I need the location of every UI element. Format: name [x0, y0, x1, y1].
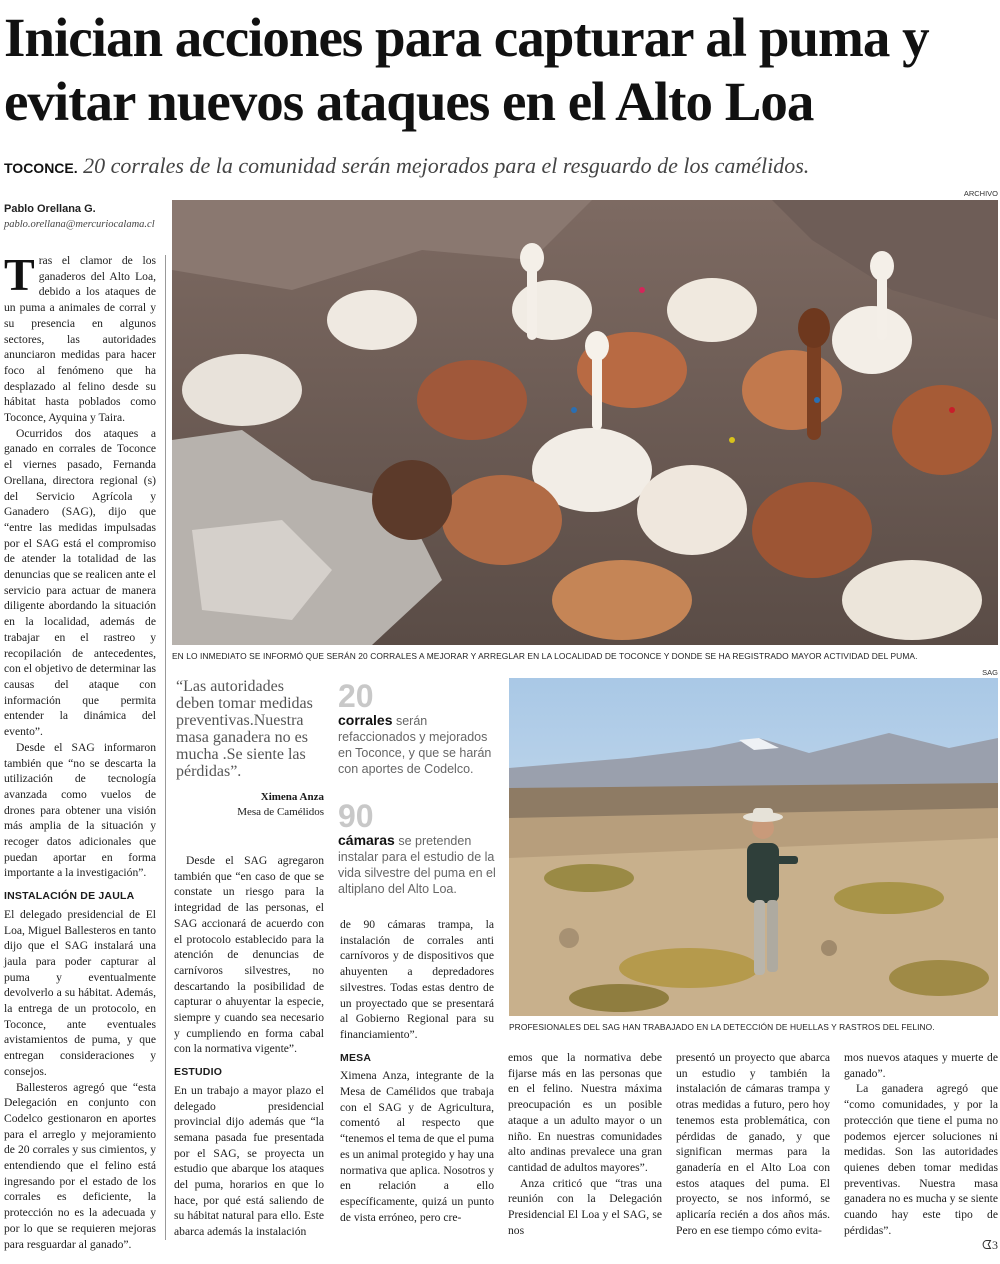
column-4: [508, 1050, 662, 1238]
col6-paragraph-2: La ganadera agregó que “como comunidades, y por la protección que tiene el puma no podemos ejercer soluciones ni medidas. Son las autoridades quienes deben tomar medidas preventivas. Nuestra masa ganadera no es mucha y se siente cuando hay este tipo de pérdidas”.: [844, 1082, 998, 1237]
col4-paragraph-2: Anza criticó que “tras una reunión con la Delegación Presidencial El Loa y el SAG, se nos: [508, 1176, 662, 1237]
column-1: [4, 249, 156, 1252]
col2-paragraph-2: En un trabajo a mayor plazo el delegado presidencial provincial dijo además que “la semana pasada fue presentada por el SAG, se proyecta un estudio que abarque los ataques del puma, horarios en que lo hace, por qué está saliendo de su hábitat natural para ello. Este abarca además la instalación: [174, 1083, 324, 1239]
photo2-credit: SAG: [982, 668, 998, 677]
fact-number: 90: [338, 798, 374, 834]
col1-paragraph-3: Desde el SAG informaron también que “no se descarta la utilización de tecnología avanzada como vuelos de drones para obtener una visión más amplia de la situación y recoger datos adicionales que puedan aportar en forma importante a la investigación”.: [4, 740, 156, 880]
col1-paragraph-4: El delegado presidencial de El Loa, Miguel Ballesteros en tanto dijo que el SAG instalará una jaula para poder capturar al puma y eventualmente devolverlo a su hábitat. Además, la entrega de un protocolo, en Toconce, ante eventuales avistamientos de puma, y que entregan consideraciones y consejos.: [4, 907, 156, 1078]
col1-paragraph-1: Tras el clamor de los ganaderos del Alto Loa, debido a los ataques de un puma a animales de corral y su presencia en algunos sectores, las autoridades anunciaron medidas para hacer foco al fenómeno que ha desplazado al felino desde su hábitat hasta poblados como Toconce, Ayquina y Taira.: [4, 249, 156, 425]
subhead-mesa: MESA: [340, 1051, 372, 1064]
column-6: [844, 1050, 998, 1254]
fact-90: [338, 800, 496, 897]
fact-20: [338, 680, 496, 777]
fact-text: cámaras se pretenden instalar para el estudio de la vida silvestre del puma en el altiplano del Alto Loa.: [338, 832, 496, 896]
altiplano-illustration: [509, 678, 998, 1016]
col6-paragraph-1: mos nuevos ataques y muerte de ganado”.: [844, 1051, 998, 1080]
headline: Inician acciones para capturar al puma y evitar nuevos ataques en el Alto Loa: [4, 7, 929, 132]
pull-quote: “Las autoridades deben tomar medidas preventivas.Nuestra masa ganadera no es mucha .Se siente las pérdidas”.: [176, 678, 313, 780]
byline-email: pablo.orellana@mercuriocalama.cl: [4, 219, 155, 230]
fact-text: corrales serán refaccionados y mejorados en Toconce, y que se harán con aportes de Codelco.: [338, 712, 492, 776]
col5-paragraph-1: presentó un proyecto que abarca un estudio y también la instalación de cámaras trampa y otras medidas a futuro, pero hoy tenemos esta problemática, con pérdidas de ganado, y que significan mermas para la ganadería en el Alto Loa con estos ataques del puma. El proyecto, se nos informó, se aplicaría recién a dos años más. Pero en ese tiempo cómo evita-: [676, 1051, 830, 1237]
quote-role: Mesa de Camélidos: [237, 806, 324, 818]
col4-paragraph-1: emos que la normativa debe fijarse más en las personas que en el felino. Nuestra máxima preocupación es un posible ataque a un adulto mayor o un niño. En nuestras comunidades alto andinas prevalece una gran cantidad de adultos mayores”.: [508, 1051, 662, 1174]
photo1-caption: EN LO INMEDIATO SE INFORMÓ QUE SERÁN 20 CORRALES A MEJORAR Y ARREGLAR EN LA LOCALIDAD DE TOCONCE Y DONDE SE HA REGISTRADO MAYOR ACTIVIDAD DEL PUMA.: [172, 651, 918, 661]
kicker-lead: 20 corrales de la comunidad serán mejorados para el resguardo de los camélidos.: [83, 153, 810, 178]
col1-paragraph-5: Ballesteros agregó que “esta Delegación en conjunto con Codelco gestionaron en aportes para el arreglo y mejoramiento de 20 corrales y sus cimientos, y entendiendo que el felino está ingresando por el estado de los corrales es deficiente, la protección no es la adecuada y por lo que se requieren mejoras para resguardar al ganado”.: [4, 1080, 156, 1251]
subhead-estudio: ESTUDIO: [174, 1066, 223, 1079]
kicker: [4, 152, 998, 182]
llamas-photo: [172, 200, 998, 645]
column-divider: [165, 255, 166, 1240]
dropcap: T: [4, 249, 35, 300]
column-2: [174, 853, 324, 1240]
column-3: [340, 917, 494, 1225]
col3-paragraph-1: de 90 cámaras trampa, la instalación de corrales anti carnívoros y de dispositivos que ahuyenten a depredadores silvestres. Todas estas dentro de un proyectado que se presentará al Gobierno Regional para su financiamiento”.: [340, 918, 494, 1041]
col1-paragraph-2: Ocurridos dos ataques a ganado en corrales de Toconce el viernes pasado, Fernanda Orellana, directora regional (s) del Servicio Agrícola y Ganadero (SAG), dijo que “entre las medidas impulsadas por el SAG está el compromiso de atender la totalidad de las denuncias que se realicen ante el servicio para actuar de manera diligente abordando la situación en la localidad, además de trabajar en el rastreo y recopilación de antecedentes, con el objetivo de determinar las causas del ataque con información que permita entender la dinámica del evento”.: [4, 426, 156, 739]
photo2-caption: PROFESIONALES DEL SAG HAN TRABAJADO EN LA DETECCIÓN DE HUELLAS Y RASTROS DEL FELINO.: [509, 1022, 935, 1032]
byline-name: Pablo Orellana G.: [4, 203, 96, 215]
end-mark: ᗧ3: [982, 1238, 998, 1253]
column-5: [676, 1050, 830, 1238]
byline: [4, 203, 169, 230]
col3-paragraph-2: Ximena Anza, integrante de la Mesa de Camélidos que trabaja con el SAG y de Agricultura, comentó al respecto que “tenemos el tema de que el puma es un animal protegido y hay una normativa que aplica. Nosotros y en relación a ello específicamente, quizá un punto de vista erróneo, pero cre-: [340, 1069, 494, 1224]
quote-author: Ximena Anza: [260, 791, 324, 803]
subhead-instalacion: INSTALACIÓN DE JAULA: [4, 890, 135, 903]
sag-worker-photo: [509, 678, 998, 1016]
quote-attribution: [176, 790, 324, 820]
photo1-credit: ARCHIVO: [963, 189, 998, 198]
llamas-illustration: [172, 200, 998, 645]
fact-number: 20: [338, 678, 374, 714]
kicker-place: TOCONCE.: [4, 160, 78, 176]
col2-paragraph-1: Desde el SAG agregaron también que “en caso de que se constate un riesgo para la integridad de las personas, el SAG accionará de acuerdo con el protocolo establecido para la atención de denuncias de carnívoros silvestres, no descartando la posibilidad de capturar o ahuyentar la especie, siempre y cuando sea necesario y cumpliendo en forma cabal con la normativa vigente”.: [174, 854, 324, 1056]
